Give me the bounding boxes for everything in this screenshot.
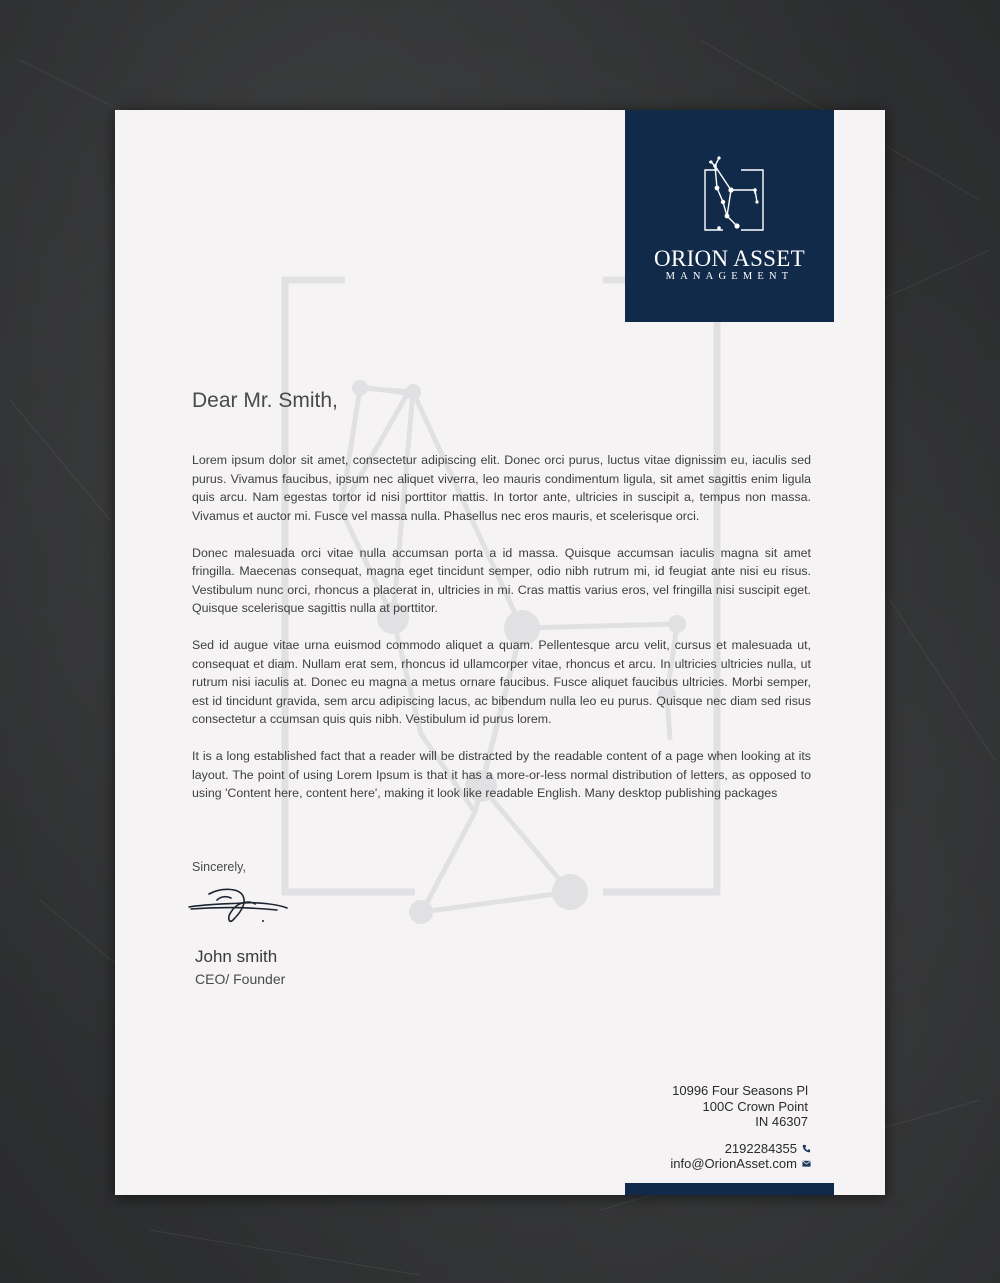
paragraph: Donec malesuada orci vitae nulla accumsan porta a id massa. Quisque accumsan iaculis magna sit amet fringilla. Maecenas consequat, magna eget tincidunt semper, odio nibh rutrum mi, id feugiat ante nisi eu risus. Vestibulum nunc orci, rhoncus a placerat in, ultricies in mi. Cras mattis varius eros, vel fringilla nisi suscipit eget. Quisque scelerisque sagittis nulla at porttitor. [192, 545, 811, 615]
email-address[interactable]: info@OrionAsset.com [670, 1156, 797, 1171]
paragraph: It is a long established fact that a reader will be distracted by the readable content of a page when looking at its layout. The point of using Lorem Ipsum is that it has a more-or-less normal distribution of letters, as opposed to using 'Content here, content here', making it look like readable English. Many desktop publishing packages [192, 749, 811, 800]
paragraph: Sed id augue vitae urna euismod commodo aliquet a quam. Pellentesque arcu velit, cursus et malesuada ut, consequat et diam. Nullam erat sem, rhoncus id ullamcorper vitae, rhoncus et arcu. In ultricies ultricies nulla, ut rutrum nisi iaculis at. Donec eu magna a metus ornare faucibus. Fusce aliquet faucibus ultricies. Morbi semper, est id tincidunt gravida, sem arcu adipiscing lacus, ac bibendum nulla leo eu purus. Quisque nec diam sed risus consectetur a ccumsan quis quis nibh. Vestibulum id purus lorem. [192, 638, 811, 726]
closing: Sincerely, [192, 860, 246, 874]
constellation-logo-icon [697, 156, 767, 232]
envelope-icon [802, 1159, 811, 1168]
paragraph: Lorem ipsum dolor sit amet, consectetur adipiscing elit. Donec orci purus, luctus vitae dignissim eu, iaculis sed purus. Vivamus faucibus, ipsum nec aliquet viverra, leo mauris condimentum ligula, sit amet sagittis enim ligula quis arcu. Nam egestas tortor id nisi porttitor mattis. In tortor ante, ultricies in suscipit a, tempus non massa. Vivamus et auctor mi. Fusce vel massa nulla. Phasellus nec eros mauris, et scelerisque orci. [192, 453, 811, 523]
handwritten-signature [187, 882, 292, 930]
address-block [672, 1083, 808, 1130]
address-line: 10996 Four Seasons Pl [672, 1083, 808, 1098]
phone-icon [802, 1144, 811, 1153]
signer-name: John smith [195, 947, 278, 966]
phone-line [725, 1141, 811, 1156]
email-line [670, 1156, 811, 1171]
salutation: Dear Mr. Smith, [192, 389, 338, 412]
letterhead-page [115, 110, 885, 1195]
phone-number: 2192284355 [724, 1141, 797, 1156]
logo-block [625, 110, 834, 322]
brand-subtitle: MANAGEMENT [665, 271, 794, 282]
brand-name: ORION ASSET [654, 246, 805, 271]
address-line: IN 46307 [755, 1114, 808, 1129]
signer-title: CEO/ Founder [195, 971, 286, 987]
address-line: 100C Crown Point [702, 1098, 808, 1114]
letter-body [192, 451, 811, 821]
footer-bar [625, 1183, 834, 1195]
